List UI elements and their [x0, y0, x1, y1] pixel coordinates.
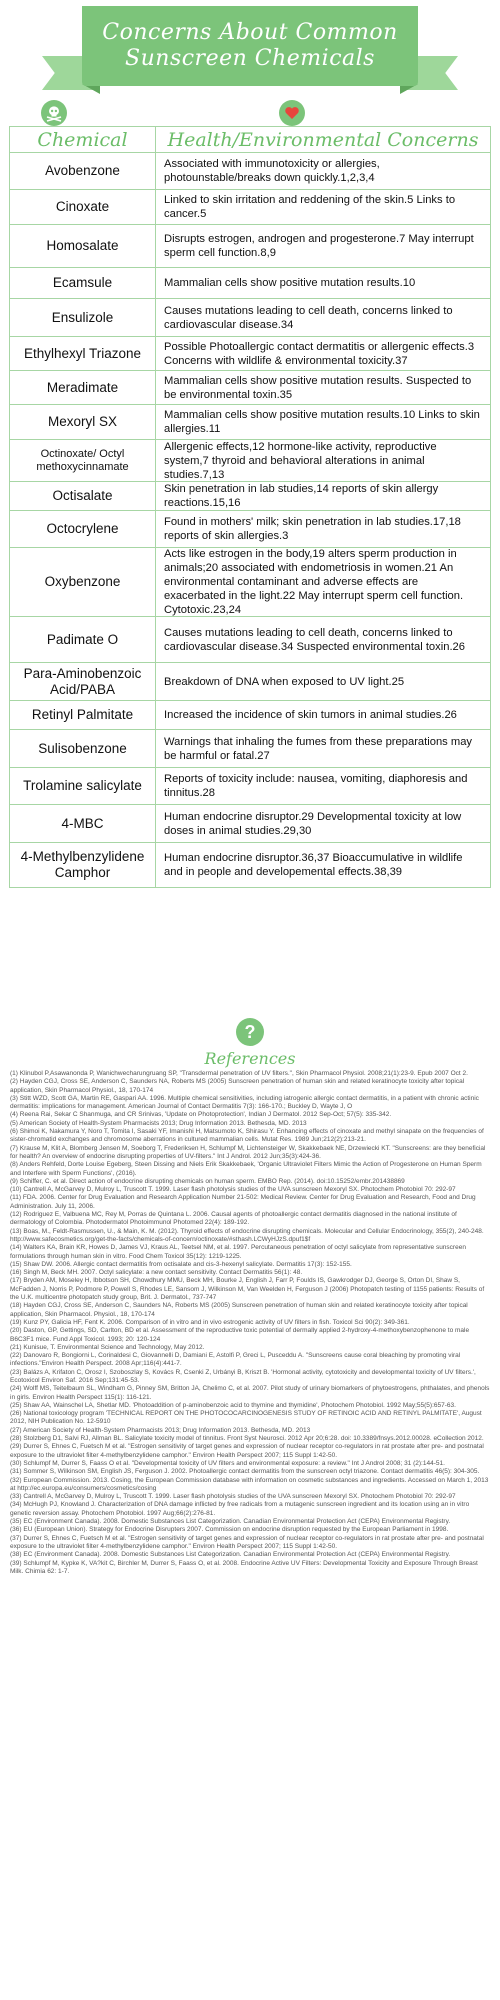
references-list	[10, 1070, 490, 1576]
skull-crossbones-icon	[41, 100, 67, 126]
reference-item: (5) American Society of Health-System Pharmacists 2013; Drug Information 2013. Bethesda, MD. 2013	[10, 1119, 307, 1127]
chemical-name: Trolamine salicylate	[10, 768, 156, 804]
chemical-name: Retinyl Palmitate	[10, 701, 156, 729]
table-row	[10, 843, 490, 887]
table-row	[10, 153, 490, 190]
reference-item: (22) Danovaro R, Bongiorni L, Corinaldesi C, Giovannelli D, Damiani E, Astolfi P, Greci L, Pusceddu A. "Sunscreens cause coral bleaching by promoting viral infections."Environ Health Perspect. 2008 Apr;116(4):441-7.	[10, 1352, 461, 1368]
chemical-name: Homosalate	[10, 225, 156, 267]
table-row	[10, 768, 490, 805]
reference-item: (14) Walters KA, Brain KR, Howes D, James VJ, Kraus AL, Teetsel NM, et al. 1997. Percutaneous penetration of octyl salicylate from representative sunscreen formulations through human skin in vitro. Food Chem Toxicol 35(12): 1219-1225.	[10, 1244, 466, 1260]
reference-item: (31) Sommer S, Wilkinson SM, English JS, Ferguson J. 2002. Photoallergic contact dermatitis from the sunscreen octyl triazone. Contact dermatitis 46(5): 304-305.	[10, 1468, 480, 1476]
reference-item: (10) Cantrell A, McGarvey D, Mulroy L, Truscott T. 1999. Laser flash photolysis studies of the UVA sunscreen Mexoryl SX. Photochem Photobiol 70: 292-97	[10, 1186, 456, 1194]
table-row	[10, 511, 490, 548]
column-header-chemical: Chemical	[10, 127, 156, 152]
reference-item: (17) Bryden AM, Moseley H, Ibbotson SH, Chowdhury MMU, Beck MH, Bourke J, English J, Farr P, Foulds IS, Gawkrodger DJ, George S, Orton DI, Shaw S, McFadden J, Norris P, Podmore P, Powell S, Rhodes LE, Sansom J, Wilkinson M, Van Weelden H, Ferguson J (2006) Photopatch testing of 1155 patients: Results of the U.K. multicentre photopatch study group, Brit. J. Dermatol., 737-747	[10, 1277, 485, 1302]
banner-body	[82, 6, 418, 86]
table-row	[10, 299, 490, 337]
concern-text: Found in mothers' milk; skin penetration in lab studies.17,18 reports of skin allergies.3	[164, 516, 461, 542]
heart-icon	[279, 100, 305, 126]
table-row	[10, 548, 490, 617]
chemical-name: Meradimate	[10, 371, 156, 404]
reference-item: (30) Schlumpf M, Durrer S, Faass O et al. "Developmental toxicity of UV filters and environmental exposure: a review." Int J Androl 2008; 31 (2):144-51.	[10, 1459, 445, 1467]
reference-item: (35) EC (Environment Canada). 2008. Domestic Substances List Categorization. Canadian Environmental Protection Act (CEPA) Environmental Registry.	[10, 1518, 451, 1526]
chemical-name: Padimate O	[10, 617, 156, 662]
concern-text: Associated with immunotoxicity or allergies, photounstable/breaks down quickly.1,2,3,4	[164, 158, 380, 184]
concern-text: Increased the incidence of skin tumors in animal studies.26	[164, 709, 457, 721]
table-row	[10, 805, 490, 843]
concern-text: Reports of toxicity include: nausea, vomiting, diaphoresis and tinnitus.28	[164, 773, 468, 799]
concern-text: Human endocrine disruptor.36,37 Bioaccumulative in wildlife and in people and developemental effects.38,39	[164, 852, 463, 878]
reference-item: (33) Cantrell A, McGarvey D, Mulroy L, Truscott T. 1999. Laser flash photolysis studies of the UVA sunscreen Mexoryl SX. Photochem Photobiol 70: 292-97	[10, 1493, 456, 1501]
table-row	[10, 482, 490, 511]
concern-text: Mammalian cells show positive mutation results.10	[164, 277, 416, 289]
reference-item: (20) Daston, GP, Gettings, SD, Carlton, BD et al. Assessment of the reproductive toxic potential of dermally applied 2-hydroxy-4-methoxybenzophenone to male B6C3F1 mice. Fund Appl Toxicol. 1993; 20: 120-124	[10, 1327, 470, 1343]
concern-text: Skin penetration in lab studies,14 reports of skin allergy reactions.15,16	[164, 483, 439, 509]
reference-item: (29) Durrer S, Ehnes C, Fuetsch M et al. "Estrogen sensitivity of target genes and expression of nuclear receptor co-regulators in rat prostate after pre- and postnatal exposure to the ultraviolet filter 4-methylbenzylidene camphor." Environ Health Perspect 2007; 115 Suppl 1:42-50.	[10, 1443, 484, 1459]
concern-text: Warnings that inhaling the fumes from these preparations may be harmful or fatal.27	[164, 735, 473, 762]
table-row	[10, 337, 490, 371]
concern-text: Mammalian cells show positive mutation results. Suspected to be environmental toxin.35	[164, 374, 472, 401]
references-heading: References	[204, 1049, 296, 1068]
reference-item: (21) Kunisue, T. Environmental Science and Technology, May 2012.	[10, 1343, 205, 1351]
chemical-name: Cinoxate	[10, 190, 156, 224]
reference-item: (15) Shaw DW. 2006. Allergic contact dermatitis from octisalate and cis-3-hexenyl salicylate. Dermatitis 17(3): 152-155.	[10, 1260, 352, 1268]
table-header	[10, 127, 490, 153]
table-row	[10, 190, 490, 225]
concern-text: Mammalian cells show positive mutation results.10 Links to skin allergies.11	[164, 409, 480, 435]
table-row	[10, 440, 490, 482]
concern-text: Causes mutations leading to cell death, concerns linked to cardiovascular disease.34 Suspected environmental toxin.26	[164, 626, 465, 653]
chemical-name: Octocrylene	[10, 511, 156, 547]
reference-item: (27) American Society of Health-System Pharmacists 2013; Drug Information 2013. Bethesda, MD. 2013	[10, 1426, 311, 1434]
reference-item: (37) Durrer S, Ehnes C, Fuetsch M et al. "Estrogen sensitivity of target genes and expression of nuclear receptor co-regulators in rat prostate after pre- and postnatal exposure to the ultraviolet filter 4-methylbenzylidene camphor." Environ Health Perspect 2007; 115 Suppl 1:42-50.	[10, 1534, 484, 1550]
reference-item: (3) Stitt WZD, Scott GA, Martin RE, Gaspari AA. 1996. Multiple chemical sensitivities, including iatrogenic allergic contact dermatitis, in a patient with chronic actinic dermatitis: implications for management. American Journal of Contact Dermatitis 7(3): 166-170.; Buckley D, Wayte J, O	[10, 1094, 479, 1111]
concern-text: Human endocrine disruptor.29 Developmental toxicity at low doses in animal studies.29,30	[164, 810, 462, 837]
page-title-line-1: Concerns About Common	[102, 20, 398, 45]
table-row	[10, 371, 490, 405]
chemical-name: Mexoryl SX	[10, 405, 156, 439]
chemical-name: 4-Methylbenzylidene Camphor	[10, 843, 156, 887]
table-row	[10, 268, 490, 299]
reference-item: (8) Anders Rehfeld, Dorte Louise Egeberg, Steen Dissing and Niels Erik Skakkebaek, 'Organic Ultraviolet Filters Mimic the Action of Progesterone on Human Sperm and Interfere with Sperm Functions', (2016).	[10, 1161, 482, 1177]
reference-item: (11) FDA. 2006. Center for Drug Evaluation and Research Application Number 21-502: Medical Review. Center for Drug Evaluation and Research, Food and Drug Administration. July 11, 2006.	[10, 1194, 476, 1210]
concern-text: Linked to skin irritation and reddening of the skin.5 Links to cancer.5	[164, 194, 456, 220]
table-row	[10, 730, 490, 768]
reference-item: (6) Shimoi K, Nakamura Y, Noro T, Tomita I, Sasaki YF, Imanishi H, Matsumoto K, Shirasu Y. Enhancing effects of cinoxate and methyl sinapate on the frequencies of sister-chromatid exchanges and chromosome aberrations in cultured mammalian cells. Mutat Res. 1989 Jun;212(2):213-21.	[10, 1128, 484, 1144]
table-row	[10, 225, 490, 268]
reference-item: (25) Shaw AA, Wainschel LA, Shetlar MD. 'Photoaddition of p-aminobenzoic acid to thymine and thymidine', Photochem Photobiol. 1992 May;55(5):657-63.	[10, 1401, 456, 1409]
reference-item: (4) Reena Rai, Sekar C Shanmuga, and CR Srinivas, 'Update on Photoprotection', Indian J Dermatol. 2012 Sep-Oct; 57(5): 335-342.	[10, 1111, 392, 1119]
chemical-name: Sulisobenzone	[10, 730, 156, 767]
reference-item: (24) Wolff MS, Teitelbaum SL, Windham G, Pinney SM, Britton JA, Chelimo C, et al. 2007. Pilot study of urinary biomarkers of phytoestrogens, phthalates, and phenols in girls. Environ Health Perspect 115(1): 116-121.	[10, 1385, 490, 1401]
reference-item: (7) Krause M, Klit A, Blomberg Jensen M, Soeborg T, Frederiksen H, Schlumpf M, Lichtensteiger W, Skakkebaek NE, Drzewiecki KT. "Sunscreens: are they beneficial for health? An overview of endocrine disrupting properties of UV-filters." Int J Androl. 2012 Jun;35(3):424-36.	[10, 1144, 486, 1160]
reference-item: (26) National toxicology program 'TECHNICAL REPORT ON THE PHOTOCOCARCINOGENESIS STUDY OF RETINOIC ACID AND RETINYL PALMITATE', August 2012, NIH Publication No. 12-5910	[10, 1410, 482, 1426]
question-mark-icon: ?	[236, 1018, 264, 1046]
reference-item: (36) EU (European Union). Strategy for Endocrine Disrupters 2007. Commission on endocrine disruption requested by the European Parliament in 1998.	[10, 1526, 449, 1534]
page-title-line-2: Sunscreen Chemicals	[125, 46, 375, 71]
reference-item: (28) Stolzberg D1, Salvi RJ, Allman BL. Salicylate toxicity model of tinnitus. Front Syst Neurosci. 2012 Apr 20;6:28. doi: 10.3389/fnsys.2012.00028. eCollection 2012.	[10, 1435, 484, 1443]
concern-text: Acts like estrogen in the body,19 alters sperm production in animals;20 associated with endometriosis in women.21 An environmental contaminant and adverse effects are exacerbated in the light.22 May interrupt sperm cell function. Cytotoxic.23,24	[164, 548, 464, 616]
reference-item: (39) Schlumpf M, Kypke K, VA?kit C, Birchler M, Durrer S, Faass O, et al. 2008. Endocrine Active UV Filters: Developmental Toxicity and Exposure Through Breast Milk. Chimia 62: 1-7.	[10, 1559, 478, 1575]
concern-text: Possible Photoallergic contact dermatitis or allergenic effects.3 Concerns with wildlife & environmental toxicity.37	[164, 340, 475, 367]
table-row	[10, 617, 490, 663]
reference-item: (19) Kunz PY, Galicia HF, Fent K. 2006. Comparison of in vitro and in vivo estrogenic activity of UV filters in fish. Toxicol Sci 90(2): 349-361.	[10, 1318, 410, 1326]
chemical-name: Avobenzone	[10, 153, 156, 189]
concern-text: Allergenic effects,12 hormone-like activity, reproductive system,7 thyroid and behavioral alterations in animal studies.7,13	[164, 440, 437, 481]
concerns-table	[9, 126, 491, 888]
concern-text: Disrupts estrogen, androgen and progesterone.7 May interrupt sperm cell function.8,9	[164, 233, 474, 259]
reference-item: (2) Hayden CGJ, Cross SE, Anderson C, Saunders NA, Roberts MS (2005) Sunscreen penetration of human skin and related keratinocyte toxicity after topical application, Skin Pharmacol Physiol., 18, 170-174	[10, 1078, 465, 1094]
reference-item: (13) Boas, M., Feldt-Rasmussen, U., & Main, K. M. (2012). Thyroid effects of endocrine disrupting chemicals. Molecular and Cellular Endocrinology, 355(2), 240-248. http://www.safecosmetics.org/get-the-facts/chemicals-of-concern/octinoxate/#sthash.LCWyHJzS.dpuf1$f	[10, 1227, 484, 1243]
chemical-name: Octisalate	[10, 482, 156, 510]
concern-text: Breakdown of DNA when exposed to UV light.25	[164, 675, 405, 688]
chemical-name: Ensulizole	[10, 299, 156, 336]
chemical-name: Octinoxate/ Octyl methoxycinnamate	[10, 440, 156, 481]
table-row	[10, 663, 490, 701]
concern-text: Causes mutations leading to cell death, concerns linked to cardiovascular disease.34	[164, 304, 453, 331]
reference-item: (18) Hayden CGJ, Cross SE, Anderson C, Saunders NA, Roberts MS (2005) Sunscreen penetration of human skin and related keratinocyte toxicity after topical application, Skin Pharmacol. Physiol., 18, 170-174	[10, 1302, 468, 1318]
table-row	[10, 701, 490, 730]
reference-item: (34) McHugh PJ, Knowland J. Characterization of DNA damage inflicted by free radicals from a mutagenic sunscreen ingredient and its location using an in vitro genetic reversion assay. Photochem Photobiol. 1997 Aug;66(2):276-81.	[10, 1501, 470, 1517]
reference-item: (1) Klinubol P,Asawanonda P, Wanichwecharungruang SP, "Transdermal penetration of UV filters.", Skin Pharmacol Physiol. 2008;21(1):23-9. Epub 2007 Oct 2.	[10, 1070, 468, 1077]
header-icons	[0, 98, 500, 128]
chemical-name: Oxybenzone	[10, 548, 156, 616]
title-banner	[62, 6, 438, 96]
chemical-name: 4-MBC	[10, 805, 156, 842]
column-header-concerns: Health/Environmental Concerns	[167, 129, 479, 151]
reference-item: (9) Schiffer, C. et al. Direct action of endocrine disrupting chemicals on human sperm. EMBO Rep. (2014). doi:10.15252/embr.201438869	[10, 1177, 405, 1185]
chemical-name: Ecamsule	[10, 268, 156, 298]
chemical-name: Ethylhexyl Triazone	[10, 337, 156, 370]
reference-item: (12) Rodriguez E, Valbuena MC, Rey M, Porras de Quintana L. 2006. Causal agents of photoallergic contact dermatitis diagnosed in the national institute of dermatology of Colombia. Photodermatol Photoimmunol Photomed 22(4): 189-192.	[10, 1211, 457, 1227]
table-row	[10, 405, 490, 440]
reference-item: (16) Singh M, Beck MH. 2007. Octyl salicylate: a new contact sensitivity. Contact Dermatitis 56(1): 48.	[10, 1269, 303, 1277]
reference-item: (32) European Commission. 2013. Cosing, the European Commission database with information on cosmetic substances and ingredients. Accessed on March 1, 2013 at http://ec.europa.eu/consumers/cosmetics/cosing	[10, 1476, 489, 1492]
reference-item: (38) EC (Environment Canada). 2008. Domestic Substances List Categorization. Canadian Environmental Protection Act (CEPA) Environmental Registry.	[10, 1551, 451, 1559]
reference-item: (23) Balázs A, Krifaton C, Orosz I, Szoboszlay S, Kovács R, Csenki Z, Urbányi B, Kriszt B. 'Hormonal activity, cytotoxicity and developmental toxicity of UV filters.', Ecotoxicol Environ Saf. 2016 Sep;131:45-53.	[10, 1368, 476, 1384]
chemical-name: Para-Aminobenzoic Acid/PABA	[10, 663, 156, 700]
